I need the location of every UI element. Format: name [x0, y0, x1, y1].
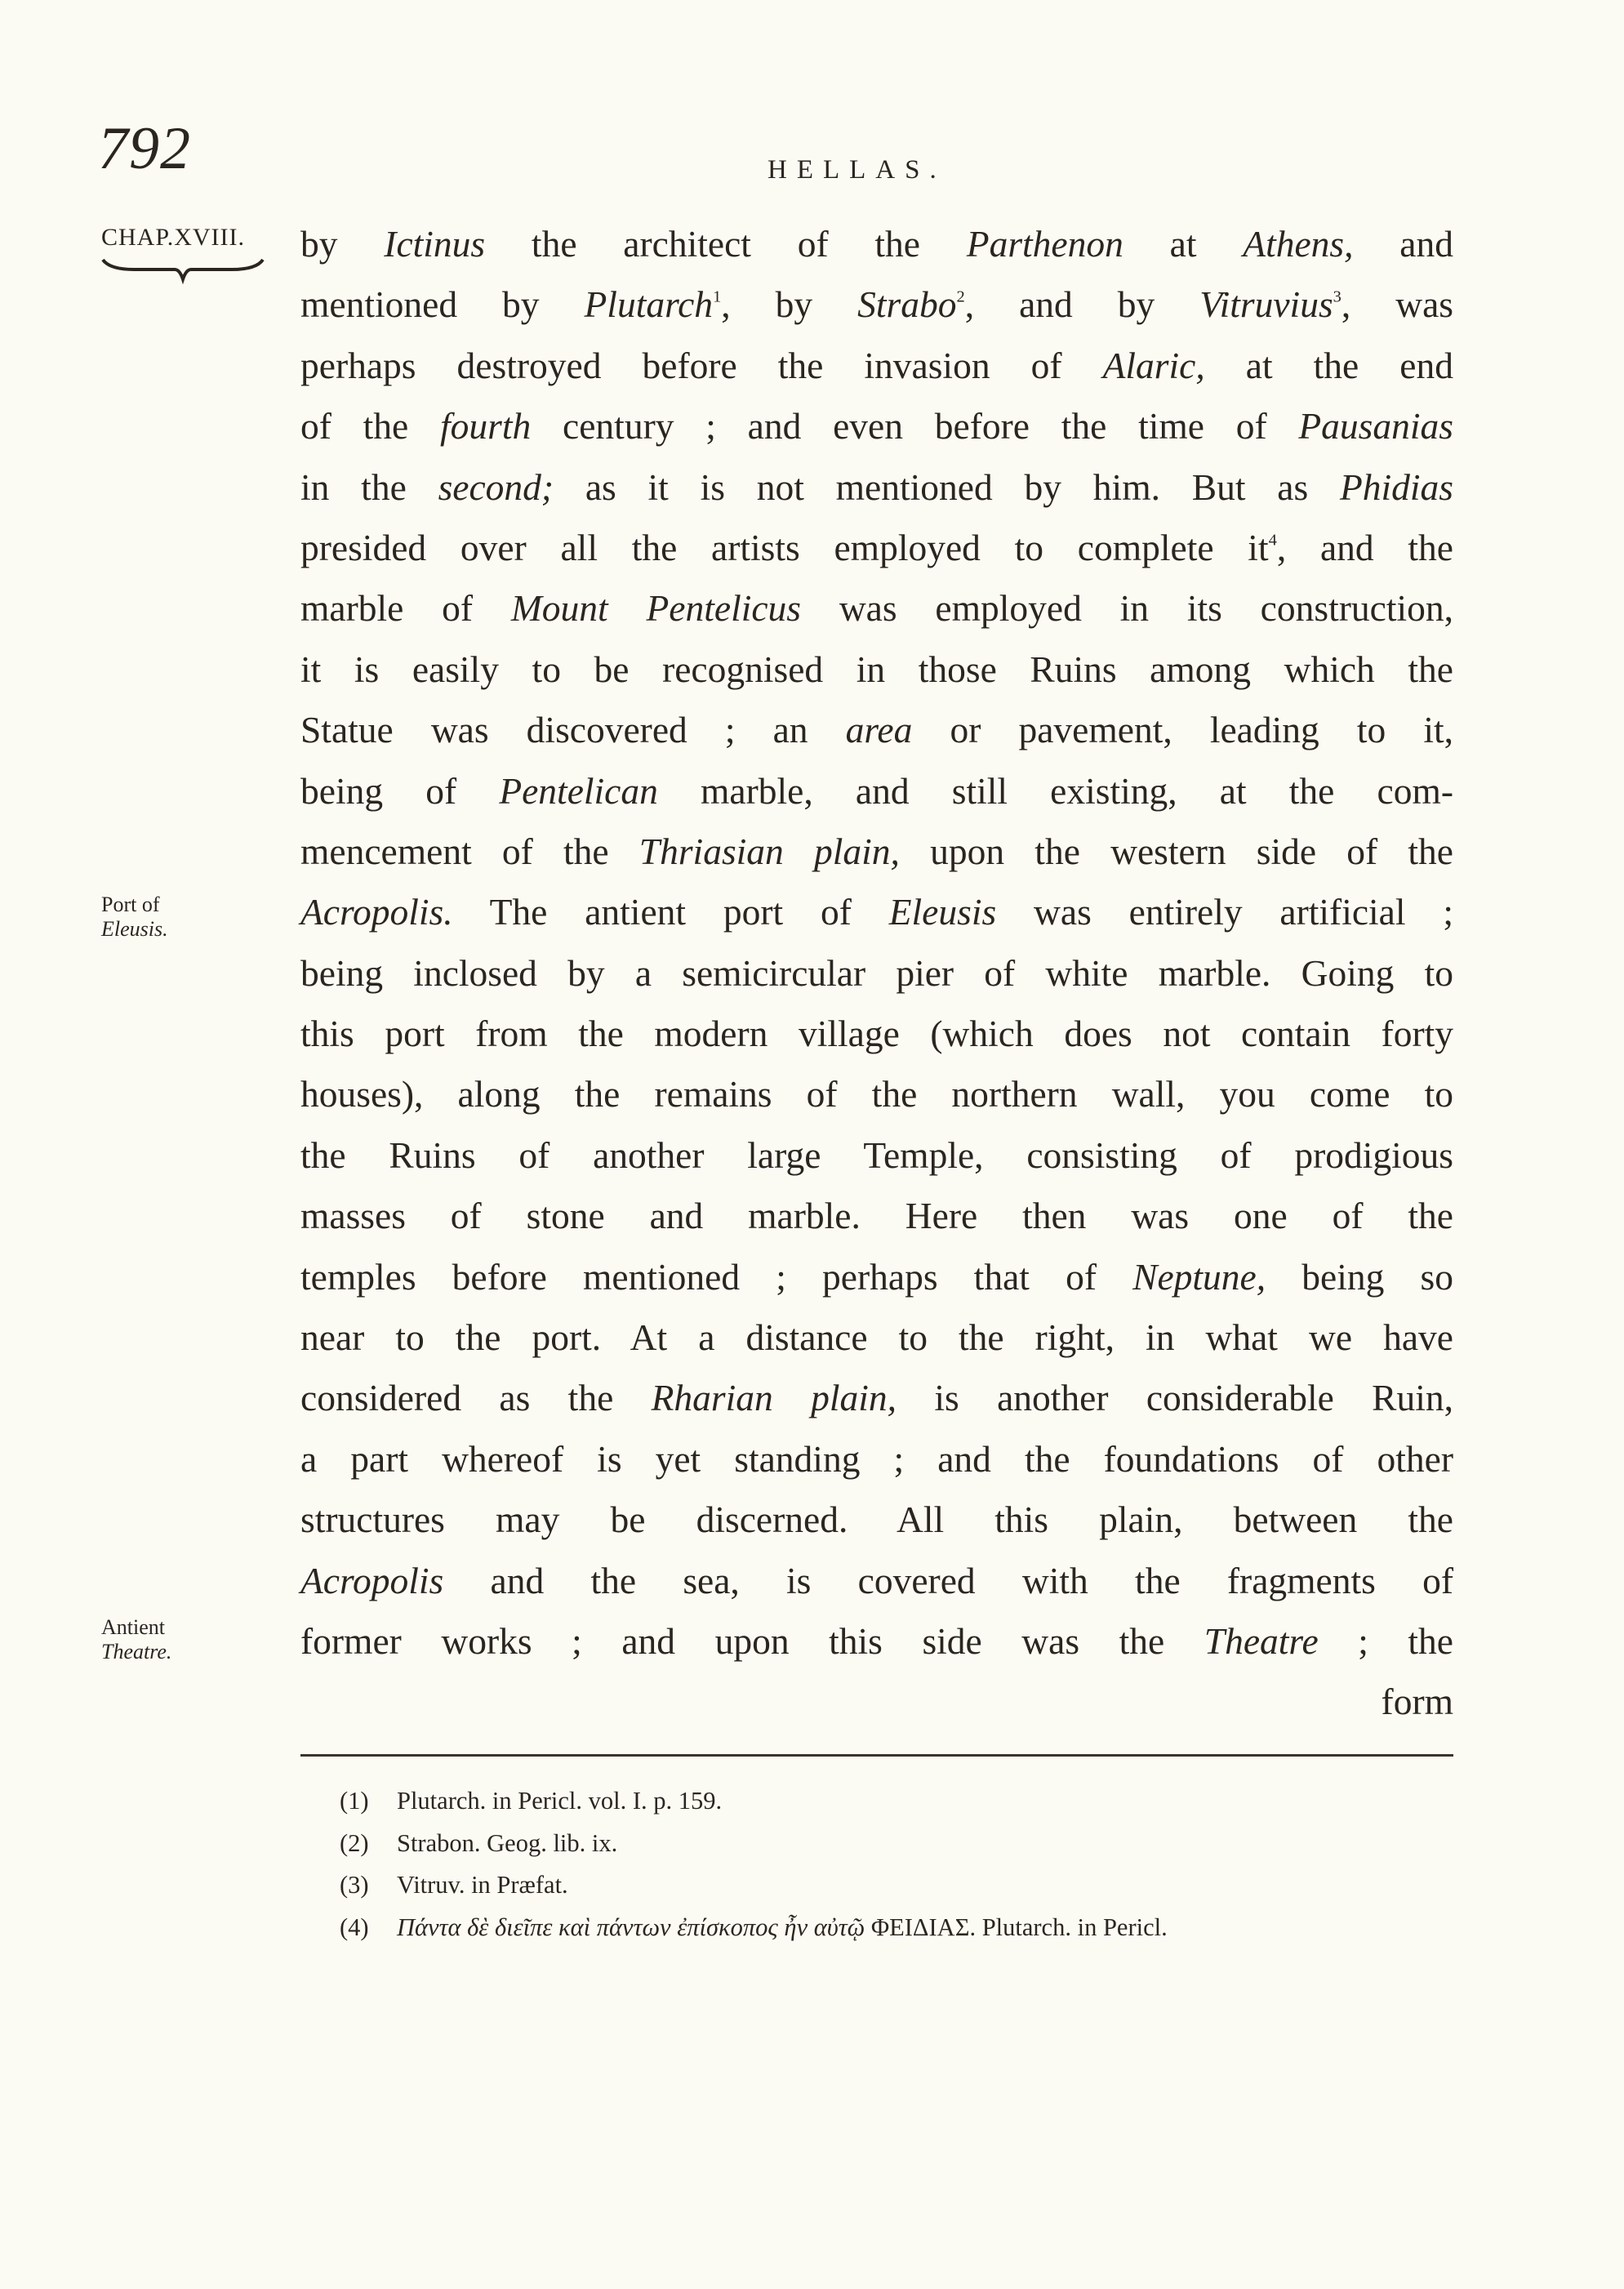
text-run: and: [1353, 223, 1454, 265]
text-run: upon the western side of the: [899, 830, 1453, 872]
italic-phrase: Acropolis.: [300, 891, 453, 933]
italic-phrase: second;: [438, 465, 554, 508]
text-line: [300, 882, 1453, 942]
text-line: [300, 274, 1453, 335]
text-run: mentioned by: [300, 283, 585, 326]
footnote-number: (3): [340, 1871, 369, 1899]
text-run: masses of stone and marble. Here then was one of the: [300, 1195, 1453, 1237]
page-number: 792: [98, 115, 191, 182]
text-run: the architect of the: [485, 223, 967, 265]
footnote-reference: 3: [1333, 287, 1341, 306]
text-run: of the: [300, 405, 441, 448]
text-line: [300, 1490, 1453, 1550]
footnote-number: (4): [340, 1913, 369, 1941]
italic-phrase: Pentelican: [499, 769, 658, 812]
italic-phrase: Athens,: [1243, 223, 1354, 265]
text-run: at: [1123, 223, 1244, 265]
text-run: by: [300, 223, 385, 265]
text-run: Statue was discovered ; an: [300, 709, 846, 751]
text-line: [300, 1551, 1453, 1611]
text-line: [300, 1186, 1453, 1246]
text-run: temples before mentioned ; perhaps that of: [300, 1255, 1133, 1298]
text-run: is another considerable Ruin,: [897, 1377, 1453, 1419]
footnote-reference: 4: [1268, 531, 1277, 550]
text-run: mencement of the: [300, 830, 639, 872]
text-line: [300, 761, 1453, 822]
text-run: a part whereof is yet standing ; and the foundations of other: [300, 1437, 1453, 1480]
text-line: [300, 1004, 1453, 1064]
text-run: and the sea, is covered with the fragments of: [443, 1559, 1453, 1601]
sidenote-line: Antient: [101, 1615, 165, 1639]
text-run: considered as the: [300, 1377, 652, 1419]
chapter-brace-ornament: [101, 255, 265, 287]
sidenote-line: Port of: [101, 893, 160, 916]
text-line: [300, 700, 1453, 760]
text-run: marble of: [300, 587, 511, 630]
text-run: was employed in its construction,: [801, 587, 1453, 630]
italic-phrase: Pausanias: [1298, 405, 1453, 448]
text-run: or pavement, leading to it,: [912, 709, 1453, 751]
text-line: [300, 1307, 1453, 1368]
text-run: was entirely artificial ;: [996, 891, 1453, 933]
text-run: century ; and even before the time of: [531, 405, 1299, 448]
text-run: presided over all the artists employed to complete it: [300, 526, 1269, 568]
text-run: The antient port of: [452, 891, 889, 933]
text-line: [300, 1672, 1453, 1732]
italic-phrase: Thriasian plain,: [638, 830, 900, 872]
text-run: it is easily to be recognised in those Ruins among which the: [300, 648, 1453, 690]
text-run: perhaps destroyed before the invasion of: [300, 344, 1103, 386]
text-run: houses), along the remains of the northern wall, you come to: [300, 1073, 1453, 1116]
footnote-reference: 1: [713, 287, 722, 306]
italic-phrase: Acropolis: [300, 1559, 444, 1601]
text-line: [300, 457, 1453, 518]
text-line: [300, 1368, 1453, 1428]
footnote-greek-name: ΦΕΙΔΙΑΣ.: [870, 1913, 977, 1941]
text-line: [300, 336, 1453, 396]
text-line: [300, 396, 1453, 456]
italic-phrase: Eleusis: [888, 891, 997, 933]
text-run: form: [1381, 1681, 1453, 1723]
italic-phrase: Parthenon: [966, 223, 1123, 265]
italic-phrase: Ictinus: [384, 223, 486, 265]
footnote: [340, 1907, 1168, 1949]
footnotes: [340, 1780, 1168, 1948]
text-run: , by: [721, 283, 858, 326]
footnote-text: Strabon. Geog. lib. ix.: [397, 1828, 618, 1857]
footnote: [340, 1780, 1168, 1823]
text-line: [300, 822, 1453, 882]
italic-phrase: Vitruvius: [1199, 283, 1333, 326]
text-line: [300, 214, 1453, 274]
sidenote-line: Eleusis.: [101, 917, 168, 941]
text-line: [300, 1429, 1453, 1490]
footnote: [340, 1864, 1168, 1907]
text-run: as it is not mentioned by him. But as: [554, 465, 1340, 508]
italic-phrase: Rharian plain,: [651, 1377, 897, 1419]
text-line: [300, 1247, 1453, 1307]
footnote-reference: 2: [956, 287, 965, 306]
italic-phrase: Mount Pentelicus: [510, 587, 801, 630]
text-line: [300, 1125, 1453, 1186]
italic-phrase: Theatre: [1204, 1619, 1319, 1662]
italic-phrase: Plutarch: [584, 283, 714, 326]
text-run: , and by: [964, 283, 1200, 326]
footnote-text: Plutarch. in Pericl.: [976, 1913, 1168, 1941]
text-run: near to the port. At a distance to the right, in what we have: [300, 1316, 1453, 1359]
italic-phrase: area: [845, 709, 913, 751]
text-run: this port from the modern village (which does not contain forty: [300, 1013, 1453, 1055]
italic-phrase: Phidias: [1339, 465, 1453, 508]
text-run: ; the: [1318, 1619, 1453, 1662]
italic-phrase: Alaric,: [1102, 344, 1205, 386]
footnote: [340, 1823, 1168, 1865]
sidenote-line: Theatre.: [101, 1640, 172, 1663]
text-run: former works ; and upon this side was the: [300, 1619, 1204, 1662]
text-line: [300, 518, 1453, 578]
text-run: structures may be discerned. All this plain, between the: [300, 1499, 1453, 1541]
footnote-text: Plutarch. in Pericl. vol. I. p. 159.: [397, 1787, 723, 1815]
body-text: [300, 214, 1453, 1733]
footnote-greek-quote: Πάντα δὲ διεῖπε καὶ πάντων ἐπίσκοπος ἦν αὐτῷ: [397, 1913, 865, 1941]
text-run: marble, and still existing, at the com-: [657, 769, 1453, 812]
italic-phrase: fourth: [440, 405, 532, 448]
text-run: at the end: [1204, 344, 1453, 386]
italic-phrase: Strabo: [857, 283, 957, 326]
text-run: the Ruins of another large Temple, consisting of prodigious: [300, 1133, 1453, 1176]
text-run: in the: [300, 465, 438, 508]
running-title: HELLAS.: [768, 155, 946, 185]
text-run: , and the: [1276, 526, 1453, 568]
text-run: being so: [1266, 1255, 1453, 1298]
text-run: being inclosed by a semicircular pier of white marble. Going to: [300, 951, 1453, 994]
footnote-number: (1): [340, 1787, 369, 1815]
footnote-number: (2): [340, 1828, 369, 1857]
sidenote-port-of-eleusis: [101, 893, 168, 942]
text-line: [300, 943, 1453, 1004]
text-line: [300, 1064, 1453, 1124]
chapter-label: CHAP.XVIII.: [101, 224, 245, 251]
footnote-rule: [300, 1754, 1453, 1757]
text-line: [300, 1611, 1453, 1672]
text-line: [300, 639, 1453, 700]
text-line: [300, 578, 1453, 639]
italic-phrase: Neptune,: [1132, 1255, 1266, 1298]
footnote-text: Vitruv. in Præfat.: [397, 1871, 568, 1899]
sidenote-antient-theatre: [101, 1615, 171, 1664]
text-run: being of: [300, 769, 500, 812]
text-run: , was: [1341, 283, 1453, 326]
